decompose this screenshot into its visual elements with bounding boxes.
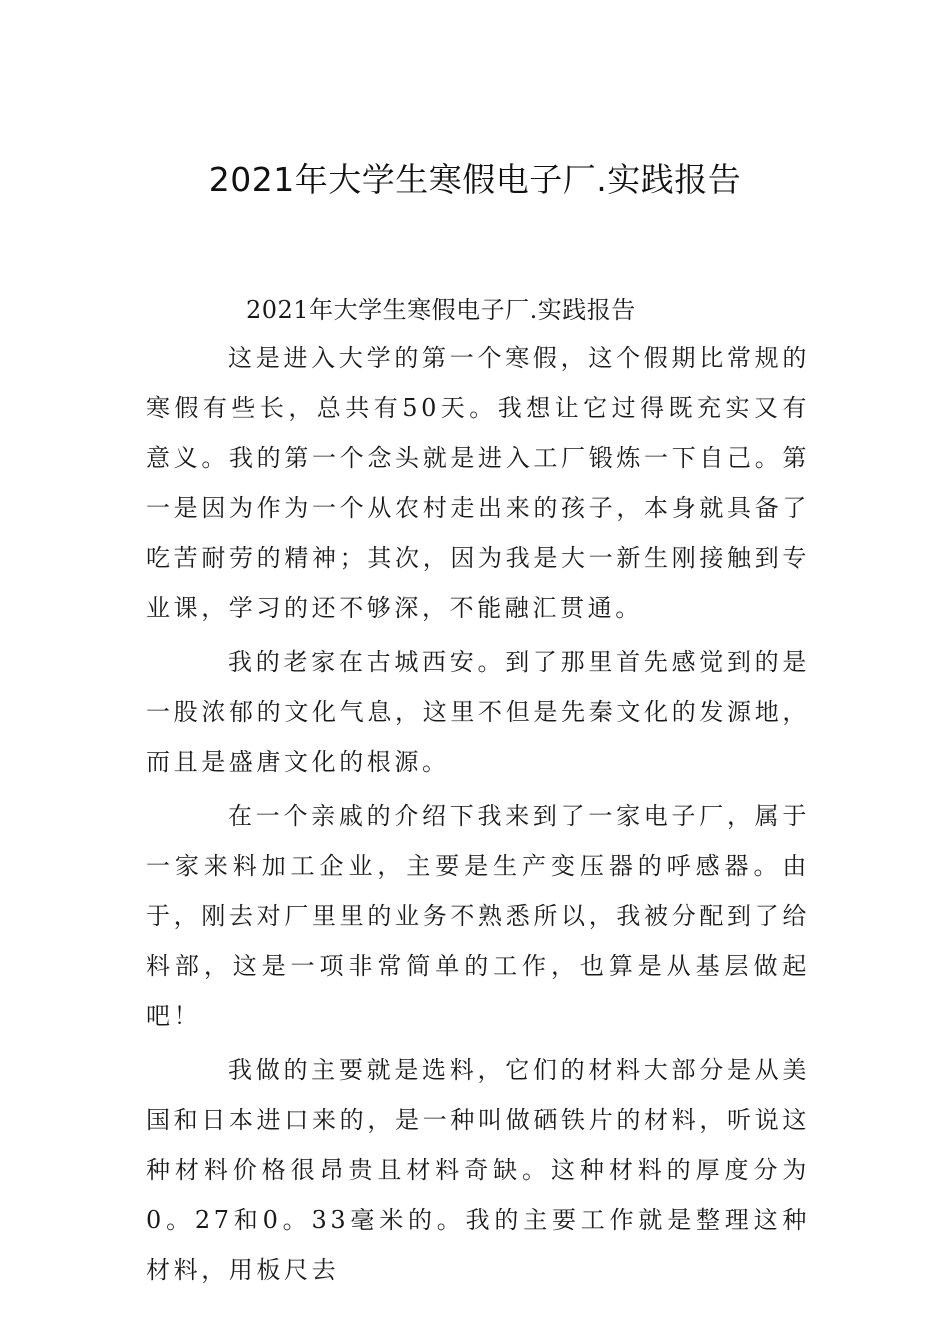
paragraph-3: 在一个亲戚的介绍下我来到了一家电子厂，属于一家来料加工企业，主要是生产变压器的呼感器。由于，刚去对厂里里的业务不熟悉所以，我被分配到了给料部，这是一项非常简单的工作，也算是从基层做起吧！ — [146, 802, 810, 1030]
paragraph-1: 这是进入大学的第一个寒假，这个假期比常规的寒假有些长，总共有50天。我想让它过得既充实又有意义。我的第一个念头就是进入工厂锻炼一下自己。第一是因为作为一个从农村走出来的孩子，本身就具备了吃苦耐劳的精神；其次，因为我是大一新生刚接触到专业课，学习的还不够深，不能融汇贯通。 — [146, 344, 810, 622]
paragraph-2: 我的老家在古城西安。到了那里首先感觉到的是一股浓郁的文化气息，这里不但是先秦文化的发源地，而且是盛唐文化的根源。 — [146, 648, 810, 776]
document-title: 2021年大学生寒假电子厂.实践报告 — [208, 160, 742, 199]
document-subtitle: 2021年大学生寒假电子厂.实践报告 — [246, 296, 636, 324]
paragraph-4: 我做的主要就是选料，它们的材料大部分是从美国和日本进口来的，是一种叫做硒铁片的材料，听说这种材料价格很昂贵且材料奇缺。这种材料的厚度分为0。27和0。33毫米的。我的主要工作就是整理这种材料，用板尺去 — [146, 1056, 810, 1284]
document-body — [146, 287, 810, 1299]
